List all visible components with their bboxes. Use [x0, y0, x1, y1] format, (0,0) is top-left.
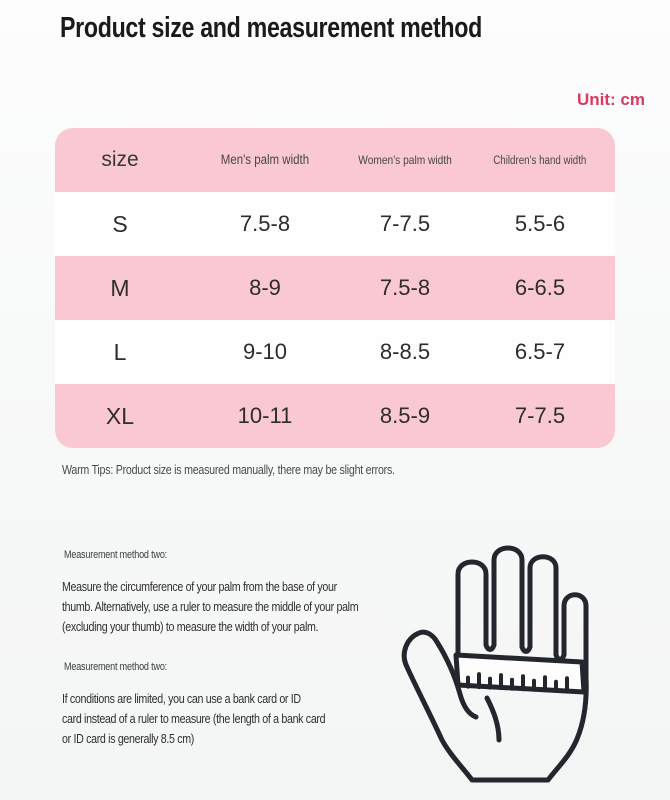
men-value: 8-9	[249, 275, 281, 300]
method-body: Measure the circumference of your palm from the base of your thumb. Alternatively, use a ruler to measure the middle of your palm (excluding your thumb) to measure the width of your palm.	[62, 579, 359, 634]
table-row-l	[55, 320, 615, 384]
women-value: 7-7.5	[379, 211, 431, 236]
measurement-method-block-2	[62, 661, 422, 749]
column-header-women: Women's palm width	[358, 153, 452, 167]
women-value: 8-8.5	[379, 339, 431, 364]
method-heading: Measurement method two:	[64, 549, 168, 561]
table-row-xl	[55, 384, 615, 448]
page-title: Product size and measurement method	[60, 12, 482, 44]
column-header-children: Children's hand width	[493, 155, 587, 167]
palm-crease-line	[487, 698, 499, 740]
column-header-size: size	[101, 148, 139, 171]
women-value: 8.5-9	[379, 403, 431, 428]
men-value: 7.5-8	[239, 211, 291, 236]
ruler	[456, 655, 584, 692]
size-label: L	[113, 338, 127, 365]
size-label: S	[112, 210, 128, 237]
women-value: 7.5-8	[379, 275, 431, 300]
method-body: If conditions are limited, you can use a bank card or ID card instead of a ruler to measure (the length of a bank card or ID card is generally 8.5 cm)	[62, 691, 326, 746]
warm-tips-text: Warm Tips: Product size is measured manually, there may be slight errors.	[62, 462, 395, 477]
men-value: 9-10	[242, 339, 288, 364]
size-label: M	[110, 274, 130, 301]
size-table-header-row	[55, 128, 615, 192]
measurement-method-block-1	[62, 549, 422, 637]
hand-with-ruler-illustration	[390, 528, 670, 798]
size-table	[55, 128, 615, 448]
column-header-men: Men's palm width	[220, 152, 310, 167]
men-value: 10-11	[237, 403, 293, 428]
unit-label: Unit: cm	[577, 90, 645, 109]
size-label: XL	[105, 402, 135, 429]
children-value: 5.5-6	[514, 211, 566, 236]
method-heading: Measurement method two:	[64, 661, 168, 673]
table-row-m	[55, 256, 615, 320]
children-value: 6-6.5	[514, 275, 566, 300]
children-value: 7-7.5	[514, 403, 566, 428]
children-value: 6.5-7	[514, 339, 566, 364]
table-row-s	[55, 192, 615, 256]
